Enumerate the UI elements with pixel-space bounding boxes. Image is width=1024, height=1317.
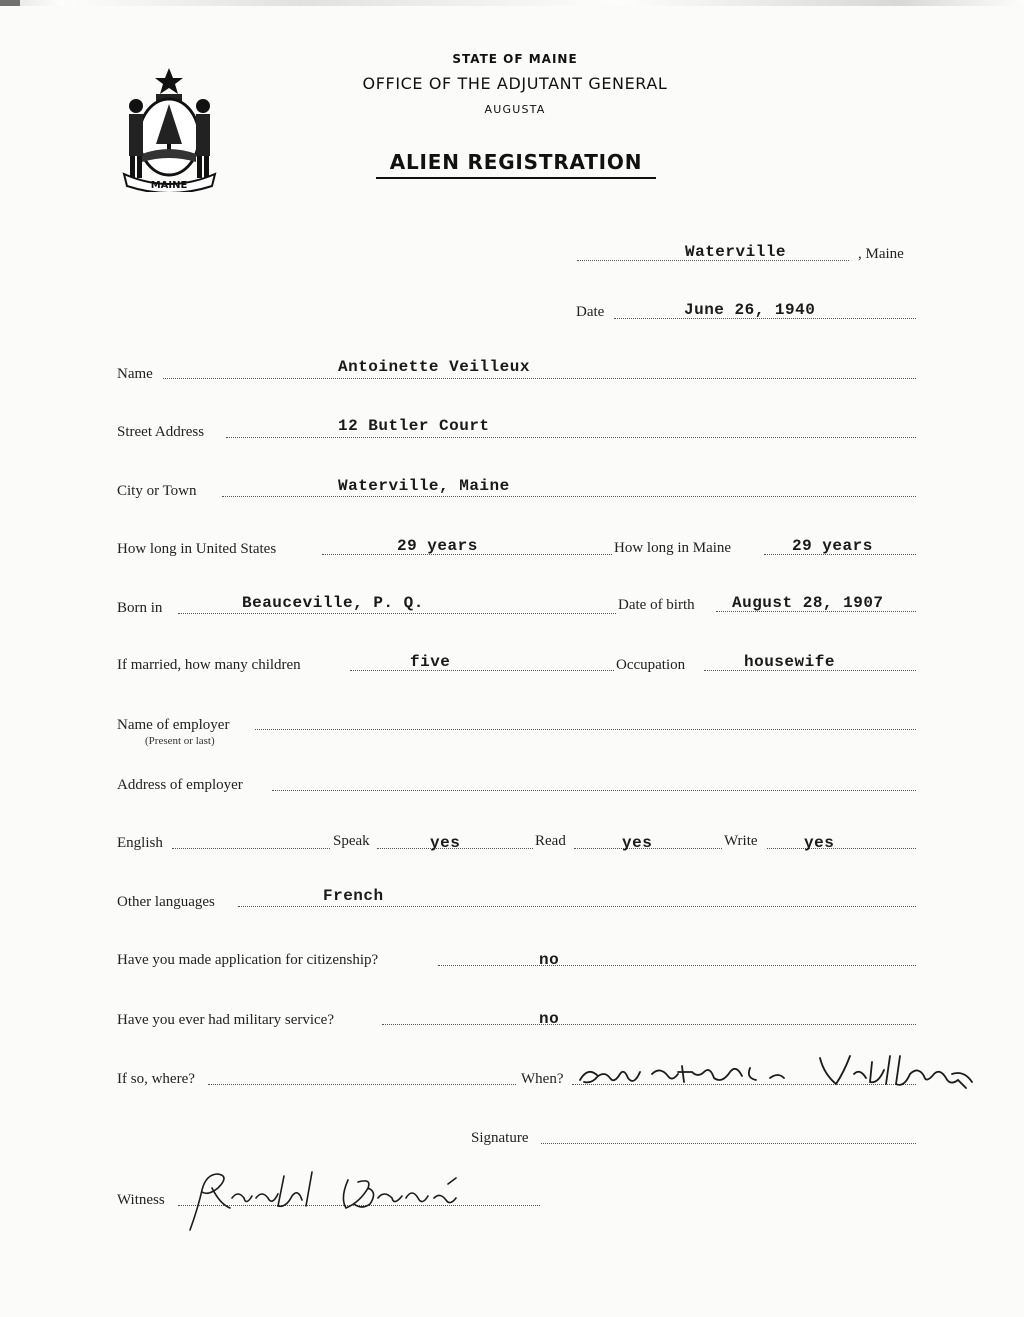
children-label: If married, how many children [117,657,301,673]
name-value: Antoinette Veilleux [338,358,530,376]
employer-label: Name of employer [117,717,230,733]
dob-value: August 28, 1907 [732,594,884,612]
maine-years-value: 29 years [792,537,873,555]
city-label: City or Town [117,483,197,499]
us-years-label: How long in United States [117,541,277,557]
date-value: June 26, 1940 [684,301,816,319]
dob-label: Date of birth [618,597,695,613]
header-office: OFFICE OF THE ADJUTANT GENERAL [362,74,668,93]
maine-years-label: How long in Maine [614,540,732,556]
witness-label: Witness [117,1192,165,1208]
citizenship-label: Have you made application for citizenship? [117,952,379,968]
other-languages-value: French [323,887,384,905]
speak-label: Speak [333,833,370,849]
where-label: If so, where? [117,1071,195,1087]
children-value: five [410,653,451,671]
english-label: English [117,835,163,851]
read-value: yes [622,834,653,852]
place-suffix: , Maine [858,246,904,262]
place-value: Waterville [685,243,787,261]
street-value: 12 Butler Court [338,417,490,435]
employer-address-label: Address of employer [117,777,243,793]
occupation-label: Occupation [616,657,686,673]
maine-state-seal-icon [112,62,227,192]
date-label: Date [576,304,605,320]
street-label: Street Address [117,424,205,440]
scan-edge [0,0,1024,6]
witness-signature [172,1158,482,1240]
read-label: Read [535,833,566,849]
other-languages-label: Other languages [117,894,215,910]
military-value: no [539,1010,560,1028]
city-value: Waterville, Maine [338,477,510,495]
signature-label: Signature [471,1130,529,1146]
employer-note: (Present or last) [145,735,215,747]
header-state: STATE OF MAINE [452,52,578,66]
form-title: ALIEN REGISTRATION [376,150,656,179]
write-value: yes [804,834,835,852]
name-label: Name [117,366,153,382]
header-city: AUGUSTA [484,103,546,116]
us-years-value: 29 years [397,537,478,555]
when-label: When? [521,1071,564,1087]
occupation-value: housewife [744,653,835,671]
speak-value: yes [430,834,461,852]
military-label: Have you ever had military service? [117,1012,334,1028]
write-label: Write [724,833,758,849]
born-in-label: Born in [117,600,163,616]
citizenship-value: no [539,951,560,969]
applicant-signature [574,1044,984,1106]
born-in-value: Beauceville, P. Q. [242,594,424,612]
seal-motto: MAINE [150,180,188,191]
